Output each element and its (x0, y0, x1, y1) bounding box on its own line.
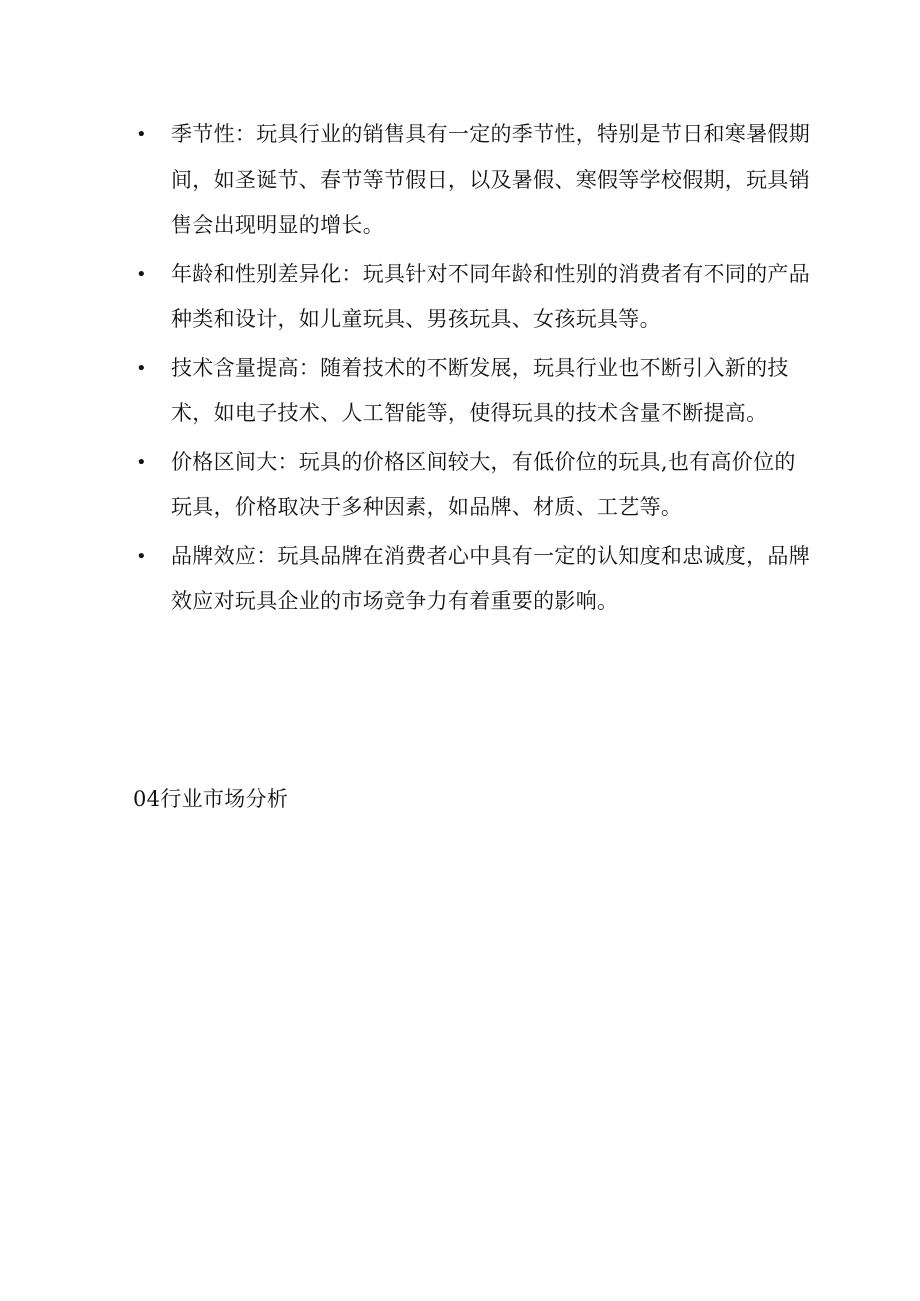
feature-bullet-list (134, 112, 814, 628)
bullet-dot-icon: • (136, 357, 147, 379)
bullet-text: 价格区间大：玩具的价格区间较大，有低价位的玩具,也有高价位的玩具，价格取决于多种因素，如品牌、材质、工艺等。 (171, 449, 796, 519)
bullet-item-age-gender (134, 252, 814, 343)
bullet-item-technology (134, 346, 814, 437)
bullet-dot-icon: • (136, 451, 147, 473)
section-heading: 04行业市场分析 (133, 787, 289, 811)
bullet-item-price-range (134, 440, 814, 531)
bullet-text: 技术含量提高：随着技术的不断发展，玩具行业也不断引入新的技术，如电子技术、人工智能等，使得玩具的技术含量不断提高。 (171, 355, 789, 425)
bullet-dot-icon: • (136, 124, 147, 145)
bullet-text: 年龄和性别差异化：玩具针对不同年龄和性别的消费者有不同的产品种类和设计，如儿童玩具、男孩玩具、女孩玩具等。 (171, 261, 810, 331)
bullet-item-seasonality (134, 112, 814, 249)
bullet-dot-icon: • (136, 263, 147, 285)
bullet-dot-icon: • (136, 545, 147, 567)
bullet-text: 季节性：玩具行业的销售具有一定的季节性，特别是节日和寒暑假期间，如圣诞节、春节等节假日，以及暑假、寒假等学校假期，玩具销售会出现明显的增长。 (171, 122, 810, 237)
bullet-text: 品牌效应：玩具品牌在消费者心中具有一定的认知度和忠诚度，品牌效应对玩具企业的市场竞争力有着重要的影响。 (171, 543, 810, 613)
bullet-item-brand-effect (134, 534, 814, 625)
